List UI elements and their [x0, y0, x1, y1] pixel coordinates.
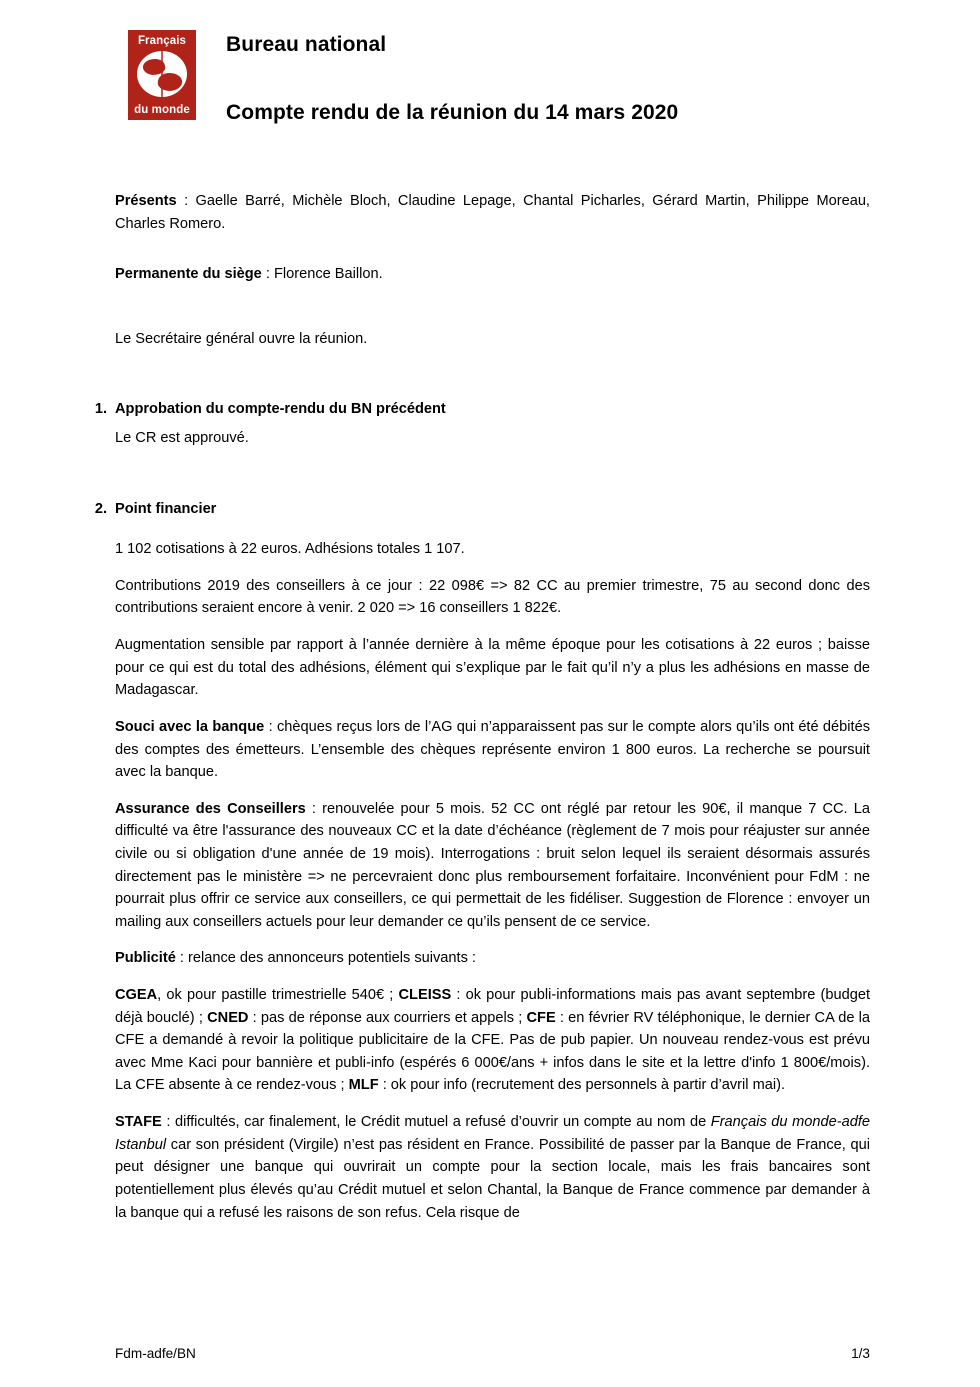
- spacer: [115, 526, 870, 538]
- section-body-1: [115, 427, 870, 450]
- attendees-staff: [115, 263, 870, 286]
- advertisers-paragraph: [115, 984, 870, 1097]
- publicity-intro-paragraph: [115, 947, 870, 970]
- insurance-text: : renouvelée pour 5 mois. 52 CC ont réglé par retour les 90€, il manque 7 CC. La difficulté va être l'assurance des nouveaux CC et la date d’échéance (règlement de 7 mois pour réajuster sur année civile ou si obligation d'une année de 19 mois). Interrogations : bruit selon lequel ils seraient désormais assurés directement pas le ministère => ne percevraient donc plus remboursement forfaitaire. Inconvénient pour FdM : ne pourrait plus offrir ce service aux conseillers, ce qui permettait de les fidéliser. Suggestion de Florence : envoyer un mailing aux conseillers actuels pour leur demander ce qu’ils pensent de ce service.: [115, 800, 870, 930]
- advertiser-cned-text: : pas de réponse aux courriers et appels ;: [248, 1009, 527, 1026]
- bank-issue-paragraph: [115, 716, 870, 784]
- advertiser-cfe-text: : en février RV téléphonique, le dernier CA de la CFE a demandé à revoir la politique publicitaire de la CFE. Pas de pub papier. Un nouveau rendez-vous est prévu avec Mme Kaci pour bannière et publi-info (espérés 6 000€/ans + infos dans le site et la lettre d'info 1 800€/mois). La CFE absente à ce rendez-vous ;: [115, 1009, 870, 1094]
- footer-page-number: 1/3: [851, 1346, 870, 1361]
- advertiser-mlf: MLF: [348, 1077, 379, 1094]
- publicity-lead: Publicité: [115, 950, 176, 967]
- insurance-paragraph: [115, 798, 870, 934]
- insurance-lead: Assurance des Conseillers: [115, 800, 306, 817]
- attendees-present-text: : Gaelle Barré, Michèle Bloch, Claudine Lepage, Chantal Picharles, Gérard Martin, Philippe Moreau, Charles Romero.: [115, 193, 870, 232]
- globe-icon: [137, 51, 187, 97]
- document-header: [0, 0, 980, 125]
- finance-paragraph-2: Contributions 2019 des conseillers à ce jour : 22 098€ => 82 CC au premier trimestre, 75 au second donc des contributions seraient encore à venir. 2 020 => 16 conseillers 1 822€.: [115, 577, 870, 617]
- publicity-intro-text: : relance des annonceurs potentiels suivants :: [175, 950, 476, 967]
- footer-left: Fdm-adfe/BN: [115, 1346, 196, 1361]
- logo-top-text: Français: [137, 35, 187, 47]
- stafe-paragraph: [115, 1111, 870, 1224]
- page-subtitle: Compte rendu de la réunion du 14 mars 2020: [226, 101, 679, 125]
- section-1-paragraph: Le CR est approuvé.: [115, 430, 249, 447]
- logo-bottom-text: du monde: [134, 104, 190, 116]
- spacer: [115, 464, 870, 498]
- bank-issue-text: : chèques reçus lors de l’AG qui n’apparaissent pas sur le compte alors qu’ils ont été débités des comptes des émetteurs. L’ensemble des chèques représente environ 1 800 euros. La recherche se poursuit avec la banque.: [115, 718, 870, 781]
- section-title-1: Approbation du compte-rendu du BN précédent: [115, 401, 446, 418]
- section-heading-2: [90, 498, 870, 521]
- attendees-staff-label: Permanente du siège: [115, 266, 262, 283]
- finance-paragraph-1: 1 102 cotisations à 22 euros. Adhésions totales 1 107.: [115, 541, 465, 558]
- spacer: [115, 251, 870, 263]
- attendees-staff-text: : Florence Baillon.: [261, 266, 383, 283]
- attendees-block: [115, 190, 870, 286]
- globe-meridian: [161, 51, 163, 97]
- advertiser-cleiss: CLEISS: [398, 987, 452, 1004]
- stafe-text-2: car son président (Virgile) n’est pas résident en France. Possibilité de passer par la Banque de France, qui peut désigner une banque qui ouvrirait un compte pour la section locale, mais les frais bancaires sont potentiellement plus élevés qu’au Crédit mutuel et selon Chantal, la Banque de France commence par demander à la banque qui a refusé les raisons de son refus. Cela risque de: [115, 1136, 870, 1221]
- document-body: [0, 120, 980, 1224]
- stafe-lead: STAFE: [115, 1114, 162, 1131]
- advertiser-cleiss-text: : ok pour publi-informations mais pas avant septembre (budget déjà bouclé) ;: [115, 987, 871, 1026]
- stafe-text-1: : difficultés, car finalement, le Crédit mutuel a refusé d’ouvrir un compte au nom de: [161, 1114, 711, 1131]
- section-title-2: Point financier: [115, 500, 217, 517]
- attendees-present-label: Présents: [115, 193, 177, 209]
- page-footer: [115, 1346, 870, 1361]
- section-number-1: 1.: [94, 401, 107, 418]
- bank-issue-lead: Souci avec la banque: [115, 718, 265, 735]
- organization-logo: [128, 30, 196, 120]
- spacer: [115, 364, 870, 398]
- advertiser-mlf-text: : ok pour info (recrutement des personnels à partir d’avril mai).: [378, 1077, 786, 1094]
- section-number-2: 2.: [94, 500, 107, 517]
- opening-paragraph: Le Secrétaire général ouvre la réunion.: [115, 330, 368, 347]
- header-titles: [226, 26, 678, 127]
- section-heading-1: [90, 398, 870, 421]
- advertiser-cned: CNED: [207, 1009, 249, 1026]
- page-title: Bureau national: [226, 33, 387, 56]
- attendees-present: [115, 190, 870, 235]
- spacer: [115, 302, 870, 328]
- section-body-2: [115, 526, 870, 1224]
- advertiser-cgea: CGEA: [115, 987, 158, 1004]
- finance-paragraph-3: Augmentation sensible par rapport à l’année dernière à la même époque pour les cotisations à 22 euros ; baisse pour ce qui est du total des adhésions, élément qui s’explique par le fait qu’il n’y a plus les adhésions en masse de Madagascar.: [115, 637, 870, 699]
- advertiser-cfe: CFE: [526, 1009, 556, 1026]
- advertiser-cgea-text: , ok pour pastille trimestrielle 540€ ;: [157, 987, 399, 1004]
- stafe-italic: Français du monde-adfe Istanbul: [115, 1114, 870, 1153]
